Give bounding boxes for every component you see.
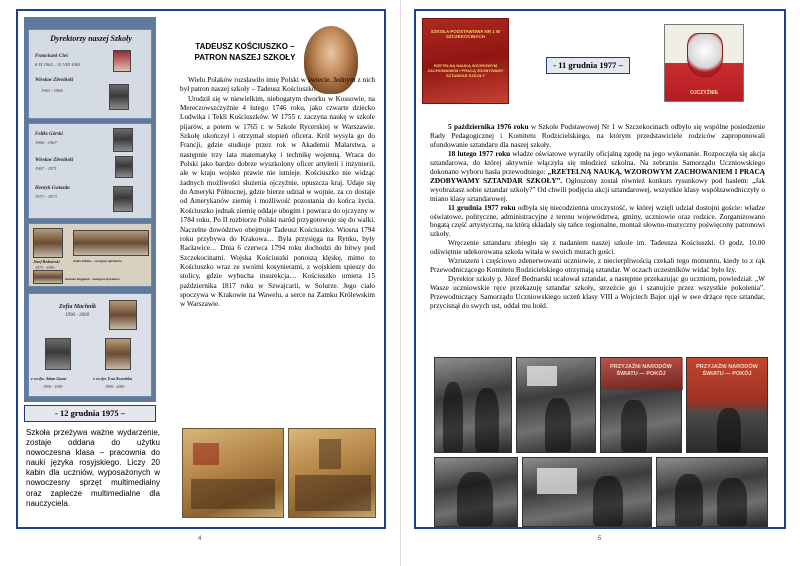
language-lab-text: Szkoła przeżywa ważne wydarzenie, zostaje oddana do użytku nowoczesna klasa – pracownia do nauki języka rosyjskiego. Liczy 20 kabin dla uczniów, wyposażonych w nowoczesny sprzęt multimedialny oraz zaplecze multimedialne dla nauczyciela. bbox=[26, 428, 160, 508]
language-lab-photo-2 bbox=[288, 428, 376, 518]
photo-detail bbox=[545, 398, 571, 452]
directors-heading: Dyrektorzy naszej Szkoły bbox=[50, 34, 132, 43]
director-portrait bbox=[113, 128, 133, 152]
banner-history-text bbox=[430, 123, 765, 311]
photo-detail bbox=[621, 400, 647, 452]
deputy-years: 1999 - 2000 bbox=[105, 384, 125, 389]
article-paragraph: Urodził się w niewielkim, niebogatym dworku w Kossowie, na Mereczowszczyźnie 4 lutego 1746 roku, jako czwarte dziecko Ludwika i Tekli Kościuszków. W 1755 r. zaczyna naukę w szkole pijarów, a potem w 1765 r. w Szkole Rycerskiej w Warszawie. Szkołę ukończył i otrzymał stopień oficera. Król wysyła go do Francji, gdzie studiuje przez rok w Akademii Malarstwa, a następnie trzy lata matematykę i technikę wojenną. Wraca do Polski jako bardzo dobrze wyszkolony oficer artylerii i inżynierii, ale w kraju wojsko prawie nie istnieje. Kościuszko nie widząc żadnych możliwości służenia ojczyźnie, opuszcza kraj. Udaje się do Ameryki Północnej, gdzie bierze udział w wojnie, za co dostaje od Amerykanów ziemię i możliwość pozostania do końca życia. Kościuszko jednak ziemię oddaje ubogim i powraca do ojczyzny w 1784 roku. Po II rozbiorze Polski naród przygotowuje się do walki. Naczelne dowództwo obejmuje Tadeusz Kościuszko. Wiosna 1794 roku przybywa do Krakowa… Była przysięga na Rynku, były Racławice… Dnia 6 czerwca 1794 roku dochodzi do bitwy pod Szczekocinami. Wojska Kościuszki ponoszą klęskę, mimo to Kościuszko wraz ze swoimi kosynierami, z wojskiem spieszy do stolicy, gdzie wybucha insurekcja… Kościuszko umiera 15 października 1817 roku w Szwajcarii, w Solurze. Jego ciało spoczywa w Krakowie na Wawelu, a serce na Zamku Królewskim w Warszawie. bbox=[180, 94, 375, 309]
article-body bbox=[180, 76, 375, 310]
photo-detail bbox=[675, 474, 703, 526]
deputy-name: Zofia Mielus – zastępca dyrektora bbox=[73, 259, 122, 263]
photo-detail bbox=[443, 382, 463, 452]
deputy-name: z-ca dyr. Adam Gazur bbox=[31, 376, 67, 381]
banner-text: SZKOŁA PODSTAWOWA NR 1 W SZCZEKOCINACH bbox=[430, 29, 501, 39]
ceremony-photo-5 bbox=[434, 457, 518, 527]
ceremony-photo-4 bbox=[686, 357, 768, 453]
photo-detail bbox=[295, 475, 371, 511]
text-1976: w Szkole Podstawowej Nr 1 w Szczekocinach odbyło się wspólne posiedzenie Rady Pedagogicznej i Komitetu Rodzicielskiego, na którym przedstawiciele rodziców zaproponowali ufundowanie sztandaru dla naszej szkoły. bbox=[430, 122, 765, 149]
director-name: Józef Bednarski bbox=[33, 259, 60, 264]
director-years: 1963 - 1966 bbox=[41, 88, 63, 93]
date-label-1975: - 12 grudnia 1975 – bbox=[24, 405, 156, 422]
photo-banner-text: PRZYJAŹNI NARODÓW ŚWIATU — POKÓJ bbox=[696, 364, 758, 377]
photo-detail bbox=[191, 479, 275, 509]
article-title bbox=[180, 42, 310, 63]
paragraph-feb-1977 bbox=[430, 150, 765, 204]
director-portrait bbox=[113, 186, 133, 212]
photo-banner-text: PRZYJAŹNI NARODÓW ŚWIATU — POKÓJ bbox=[610, 364, 672, 377]
photo-detail bbox=[457, 472, 493, 526]
directors-box-2 bbox=[28, 123, 152, 219]
directors-box-4 bbox=[28, 293, 152, 397]
director-years: 1973 - 1990 bbox=[35, 265, 55, 270]
directors-box-3 bbox=[28, 223, 152, 287]
photo-detail bbox=[193, 443, 219, 465]
text-dec-1977: odbyła się niecodzienna uroczystość, w której wzięli udział dostojni goście: władze oświatowe, polityczne, administracyjne z terenu województwa, gminy, uczniowie oraz rodzice. Zorganizowano bogatą część artystyczną, na którą składały się tańce regionalne, montaż słowno-muzyczny poświęcony patronowi szkoły. bbox=[430, 202, 765, 239]
directors-box-1 bbox=[28, 29, 152, 119]
page-number-left: 4 bbox=[198, 536, 202, 542]
school-banner-photo bbox=[422, 18, 509, 104]
director-name: Franciszek Cieś bbox=[35, 54, 68, 59]
director-years: 1967 - 1971 bbox=[35, 166, 57, 171]
date-dec-1977: 11 grudnia 1977 roku bbox=[448, 202, 516, 212]
director-years: 1966 - 1967 bbox=[35, 140, 57, 145]
deputy-portrait bbox=[105, 338, 131, 370]
ceremony-photo-2 bbox=[516, 357, 596, 453]
deputy-name: Danuta Boggard – zastępca dyrektora bbox=[65, 277, 120, 281]
director-photo bbox=[73, 230, 149, 256]
banner-caption: OJCZYŹNIE bbox=[689, 90, 719, 96]
photo-detail bbox=[319, 439, 341, 469]
date-1976: 5 października 1976 roku bbox=[448, 122, 529, 131]
banner-reverse-photo bbox=[664, 24, 744, 102]
director-name: Zofia Machnik bbox=[59, 304, 97, 310]
text-feb-1977-end: Ogłoszony został również konkurs rysunkowy pod hasłem: „Jak wyobrażasz sobie sztandar szkoły?” Od chwili podjęcia akcji sztandarowej, wszystkie klasy współzawodniczyły o miano klasy sztandarowej. bbox=[430, 175, 765, 203]
paragraph-students: Wzruszeni i częściowo zdenerwowani uczniowie, z niecierpliwością czekali tego momentu, kiedy to z rąk Przewodniczącego Komitetu Rodzicielskiego otrzymają sztandar. W oczach uczestników widać było łzy. bbox=[430, 256, 765, 275]
deputy-years: 1990 - 1999 bbox=[43, 384, 63, 389]
banner-motto: RZETELNĄ NAUKĄ WZOROWYM ZACHOWANIEM I PRACĄ ZDOBYWAMY SZTANDAR SZKOŁY bbox=[427, 63, 504, 78]
director-years: 1990 - 2000 bbox=[65, 313, 90, 318]
director-years: 8 IX 1962 – 31 VIII 1963 bbox=[35, 62, 81, 67]
article-paragraph: Wielu Polaków rozsławiło imię Polski w świecie. Jednym z nich był patron naszej szkoły – Tadeusz Kościuszko. bbox=[180, 76, 375, 94]
photo-detail bbox=[717, 408, 741, 452]
eagle-emblem-icon bbox=[687, 33, 723, 77]
directors-panel bbox=[24, 17, 156, 402]
director-portrait bbox=[113, 50, 131, 72]
photo-detail bbox=[537, 468, 577, 494]
article-title-line1: TADEUSZ KOŚCIUSZKO – bbox=[195, 42, 295, 51]
ceremony-photo-7 bbox=[656, 457, 768, 527]
director-photo bbox=[33, 270, 63, 284]
text-feb-1977: władze oświatowe wyraziły oficjalną zgodę na jego wykonanie. Rozpoczęła się akcja sztandarowa, do której aktywnie włączyła się młodzież szkolna. Na zebraniu Samorządu Uczniowskiego dokonano wyboru hasła przewodniego: bbox=[430, 148, 765, 176]
director-portrait bbox=[109, 84, 129, 110]
paragraph-1976 bbox=[430, 123, 765, 150]
photo-detail bbox=[593, 476, 623, 526]
deputy-name: z-ca dyr. Ewa Kowalska bbox=[93, 376, 133, 381]
article-title-line2: PATRON NASZEJ SZKOŁY bbox=[194, 52, 296, 62]
deputy-portrait bbox=[45, 338, 71, 370]
director-photo bbox=[33, 228, 63, 258]
photo-detail bbox=[475, 388, 499, 452]
ceremony-photo-6 bbox=[522, 457, 652, 527]
director-years: 1971 - 1973 bbox=[35, 194, 57, 199]
paragraph-dec-1977 bbox=[430, 204, 765, 240]
paragraph-ceremony: Wręczenie sztandaru zbiegło się z nadaniem naszej szkole im. Tadeusza Kościuszki. O godz. 10.00 odświętnie udekorowana szkoła witała w swoich murach gości. bbox=[430, 238, 765, 257]
date-label-1977: - 11 grudnia 1977 – bbox=[546, 57, 630, 74]
ceremony-photo-3 bbox=[600, 357, 682, 453]
photo-detail bbox=[527, 366, 557, 386]
ceremony-photo-1 bbox=[434, 357, 512, 453]
photo-detail bbox=[717, 478, 747, 526]
director-name: Feliks Górski bbox=[35, 132, 63, 137]
director-portrait bbox=[115, 156, 133, 178]
page-number-right: 5 bbox=[598, 536, 602, 542]
director-name: Henryk Gwiazda bbox=[35, 186, 70, 191]
director-name: Wiesław Zbroiński bbox=[35, 158, 74, 163]
language-lab-photo-1 bbox=[182, 428, 284, 518]
date-feb-1977: 18 lutego 1977 roku bbox=[448, 148, 511, 158]
director-name: Wiesław Zbroiński bbox=[35, 78, 74, 83]
paragraph-director: Dyrektor szkoły p. Józef Bednarski ucałował sztandar, a następnie przekazując go uczniom, powiedział: „W Wasze uczniowskie ręce przekazuję sztandar szkoły, strzeżcie go i szanujcie przez wszystkie pokolenia”. Przewodniczący Samorządu Uczniowskiego uczeń klasy VIII a Wojciech Bajor ujął w swe drżące ręce sztandar, przycisnął do swych ust, oddał mu hołd. bbox=[430, 274, 765, 311]
director-portrait bbox=[109, 300, 137, 330]
motto: „RZETELNĄ NAUKĄ, WZOROWYM ZACHOWANIEM I PRACĄ ZDOBYWAMY SZTANDAR SZKOŁY”. bbox=[430, 166, 765, 185]
